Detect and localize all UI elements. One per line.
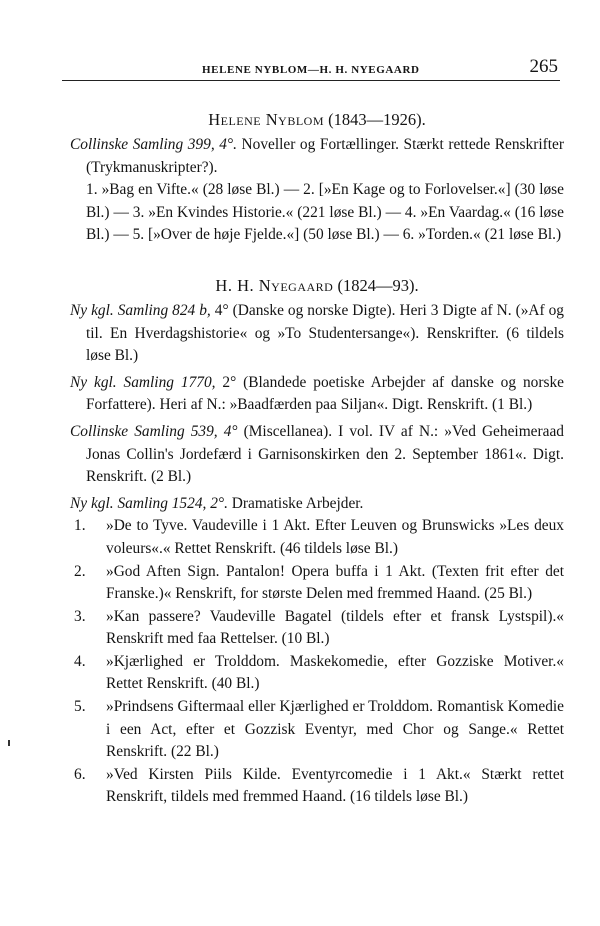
item-text: »God Aften Sign. Pantalon! Opera buffa i 1 Akt. (Texten frit efter det Franske.)« Renskrift, for største Delen med fremmed Haand. (25 Bl.) (106, 562, 564, 603)
item-text: »Kjærlighed er Trolddom. Maskekomedie, efter Gozziske Motiver.« Rettet Renskrift. (40 Bl.) (106, 652, 564, 693)
item-number: 5. (74, 698, 86, 716)
author-dates: (1824—93). (337, 275, 419, 295)
running-head (62, 52, 560, 82)
list-item (70, 515, 564, 560)
entry-text: Noveller og Fortællinger. Stærkt rettede Renskrifter (Trykmanuskripter?). (86, 136, 564, 176)
list-item (70, 606, 564, 651)
catalog-entry (70, 372, 564, 417)
entry-text: 2° (Blandede poetiske Arbejder af danske og norske Forfattere). Heri af N.: »Baadfærden paa Siljan«. Digt. Renskrift. (1 Bl.) (86, 373, 564, 414)
list-item (70, 561, 564, 606)
item-number: 2. (74, 562, 86, 580)
margin-mark (8, 740, 10, 746)
item-text: »Kan passere? Vaudeville Bagatel (tildels efter et fransk Lystspil).« Renskrift med faa Rettelser. (10 Bl.) (106, 607, 564, 648)
item-text: »Prindsens Giftermaal eller Kjærlighed er Trolddom. Romantisk Komedie i een Act, efter et Gozzisk Eventyr, med Chor og Sange.« Rettet Renskrift. (22 Bl.) (106, 698, 564, 761)
entry-source: Collinske Samling 539, 4° (70, 422, 238, 440)
entry-source: Ny kgl. Samling 824 b, (70, 301, 211, 319)
entry-continuation: 1. »Bag en Vifte.« (28 løse Bl.) — 2. [»En Kage og to Forlovelser.«] (30 løse Bl.) — 3. »En Kvindes Historie.« (221 løse Bl.) — 4. »En Vaardag.« (16 løse Bl.) — 5. [»Over de høje Fjelde.«] (50 løse Bl.) — 6. »Torden.« (21 løse Bl.) (86, 181, 564, 244)
section-heading-nyblom (70, 108, 564, 132)
catalog-entry (70, 300, 564, 368)
item-number: 1. (74, 517, 86, 535)
list-item (70, 651, 564, 696)
header-rule (62, 80, 560, 81)
author-name: Helene Nyblom (208, 110, 325, 129)
running-head-title: HELENE NYBLOM—H. H. NYEGAARD (202, 64, 420, 76)
entry-source: Ny kgl. Samling 1524, 2°. (70, 494, 228, 512)
page-number: 265 (529, 56, 558, 77)
entry-text: (Miscellanea). I vol. IV af N.: »Ved Geheimeraad Jonas Collin's Jordefærd i Garnisonskirken den 2. September 1861«. Digt. Renskrift. (2 Bl.) (86, 422, 564, 486)
catalog-entry (70, 421, 564, 489)
entry-source: Collinske Samling 399, 4°. (70, 136, 237, 153)
entry-source: Ny kgl. Samling 1770, (70, 373, 216, 391)
item-number: 4. (74, 652, 86, 670)
item-text: »De to Tyve. Vaudeville i 1 Akt. Efter Leuven og Brunswicks »Les deux voleurs«.« Rettet Renskrift. (46 tildels løse Bl.) (106, 517, 564, 557)
list-item (70, 764, 564, 809)
works-list (70, 515, 564, 809)
catalog-entry (70, 134, 564, 247)
entry-text: 4° (Danske og norske Digte). Heri 3 Digte af N. (»Af og til. En Hverdagshistorie« og »To Studentersange«). Renskrifter. (6 tildels løse Bl.) (86, 301, 565, 365)
item-number: 6. (74, 765, 86, 783)
author-name: H. H. Nyegaard (215, 275, 334, 295)
item-number: 3. (74, 607, 86, 625)
section-heading-nyegaard (70, 274, 564, 298)
item-text: »Ved Kirsten Piils Kilde. Eventyrcomedie i 1 Akt.« Stærkt rettet Renskrift, tildels med fremmed Haand. (16 tildels løse Bl.) (106, 765, 564, 806)
catalog-entry (70, 493, 564, 516)
author-dates: (1843—1926). (328, 110, 426, 129)
page-body (70, 108, 564, 809)
entry-text: Dramatiske Arbejder. (227, 494, 364, 512)
list-item (70, 696, 564, 764)
